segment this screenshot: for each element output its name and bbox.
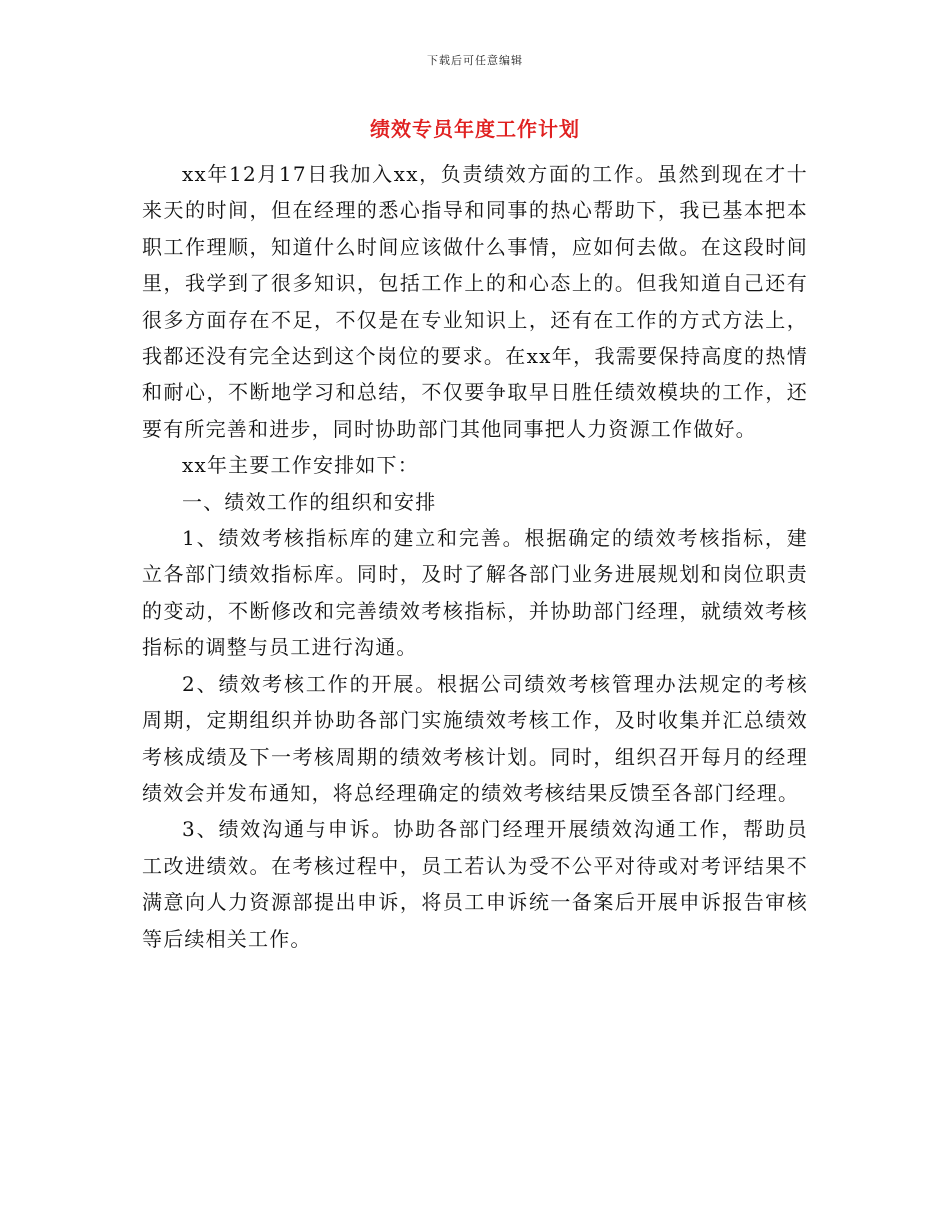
item-paragraph-1: 1、绩效考核指标库的建立和完善。根据确定的绩效考核指标，建立各部门绩效指标库。同时，及时了解各部门业务进展规划和岗位职责的变动，不断修改和完善绩效考核指标，并协助部门经理，就绩效考核指标的调整与员工进行沟通。	[142, 526, 808, 660]
document-body	[142, 156, 808, 957]
item-paragraph-3: 3、绩效沟通与申诉。协助各部门经理开展绩效沟通工作，帮助员工改进绩效。在考核过程中，员工若认为受不公平对待或对考评结果不满意向人力资源部提出申诉，将员工申诉统一备案后开展申诉报告审核等后续相关工作。	[142, 817, 808, 951]
plan-intro-paragraph: xx年主要工作安排如下：	[182, 453, 419, 478]
download-note: 下载后可任意编辑	[427, 54, 523, 67]
document-title: 绩效专员年度工作计划	[370, 117, 580, 141]
intro-paragraph: xx年12月17日我加入xx，负责绩效方面的工作。虽然到现在才十来天的时间，但在经理的悉心指导和同事的热心帮助下，我已基本把本职工作理顺，知道什么时间应该做什么事情，应如何去做。在这段时间里，我学到了很多知识，包括工作上的和心态上的。但我知道自己还有很多方面存在不足，不仅是在专业知识上，还有在工作的方式方法上，我都还没有完全达到这个岗位的要求。在xx年，我需要保持高度的热情和耐心，不断地学习和总结，不仅要争取早日胜任绩效模块的工作，还要有所完善和进步，同时协助部门其他同事把人力资源工作做好。	[142, 162, 808, 441]
section-heading: 一、绩效工作的组织和安排	[182, 489, 437, 514]
item-paragraph-2: 2、绩效考核工作的开展。根据公司绩效考核管理办法规定的考核周期，定期组织并协助各部门实施绩效考核工作，及时收集并汇总绩效考核成绩及下一考核周期的绩效考核计划。同时，组织召开每月的经理绩效会并发布通知，将总经理确定的绩效考核结果反馈至各部门经理。	[142, 671, 808, 805]
